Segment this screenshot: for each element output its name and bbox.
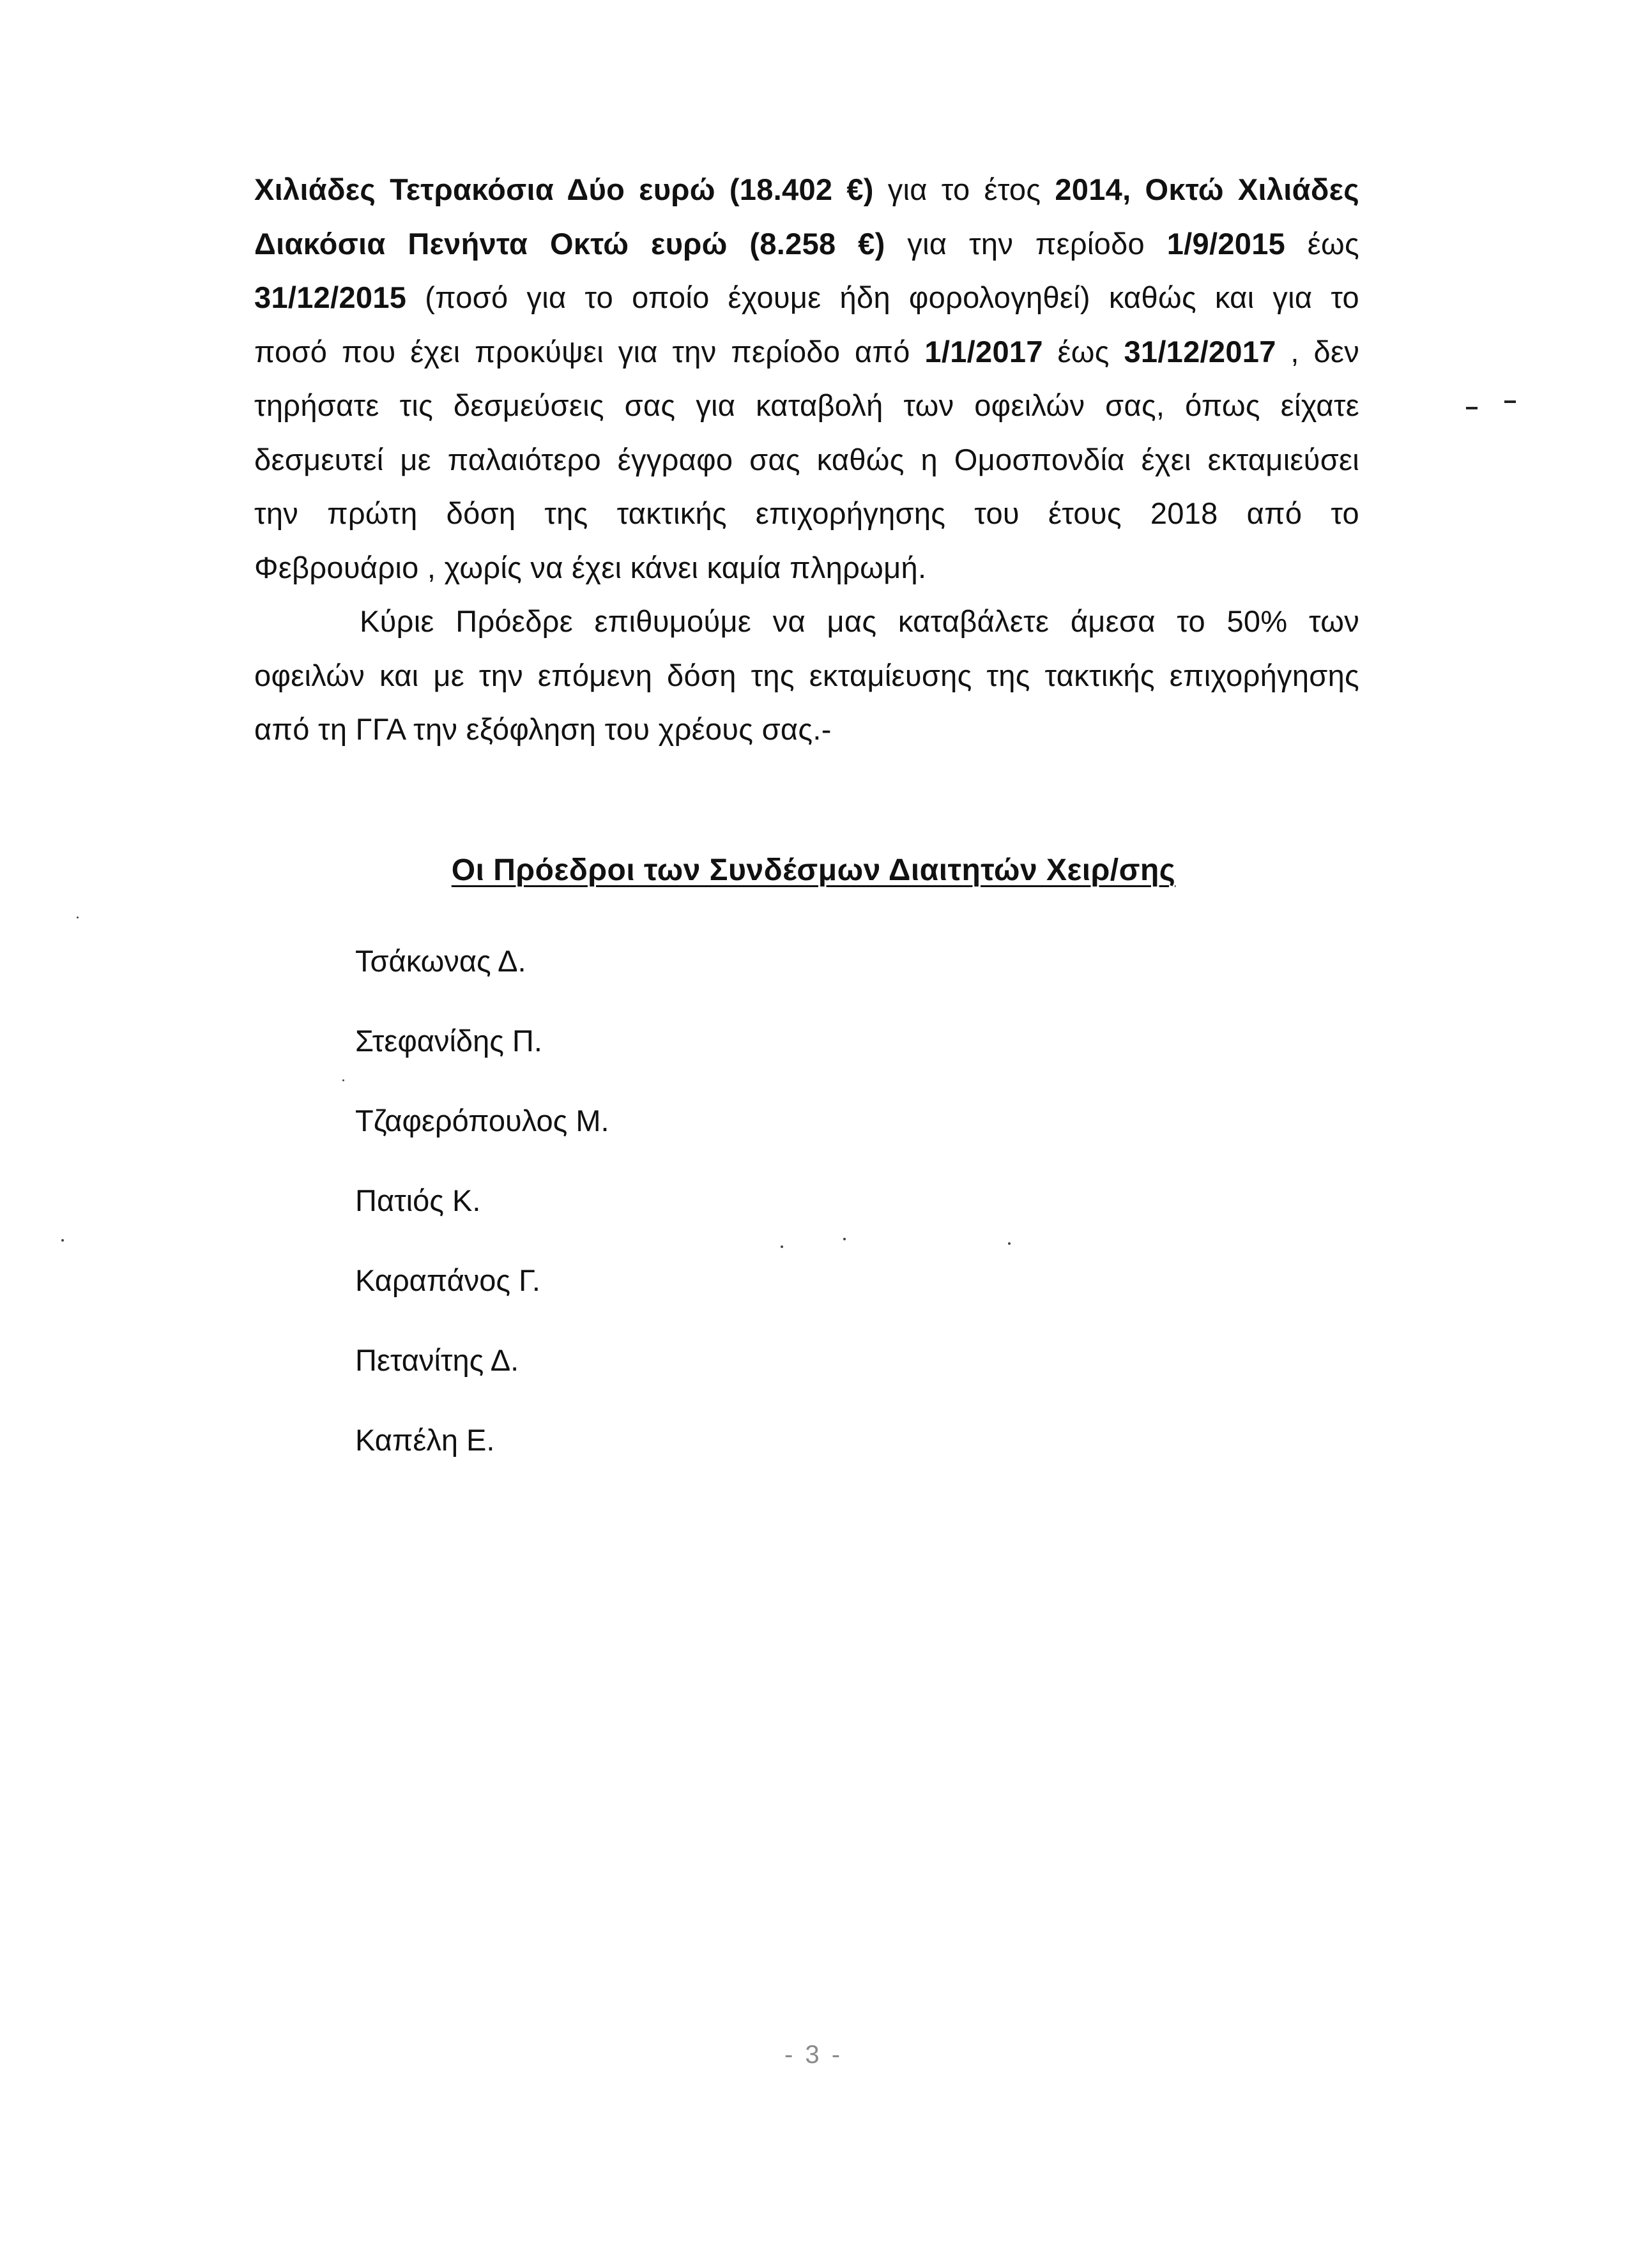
letter-body xyxy=(254,163,1359,757)
signatory-name: Καραπάνος Γ. xyxy=(355,1263,540,1297)
body-line-1: Χιλιάδες Τετρακόσια Δύο ευρώ (18.402 €) για το έτος 2014, Οκτώ Χιλιάδες xyxy=(254,172,1359,206)
body-line-6: δεσμευτεί με παλαιότερο έγγραφο σας καθώς η Ομοσπονδία έχει εκταμιεύσει xyxy=(254,442,1359,476)
scan-speck xyxy=(781,1245,783,1248)
page-number: - 3 - xyxy=(784,2041,843,2069)
body-line-8: Φεβρουάριο , χωρίς να έχει κάνει καμία πληρωμή. xyxy=(254,550,927,584)
scan-mark xyxy=(1466,407,1478,409)
body-line-3: 31/12/2015 (ποσό για το οποίο έχουμε ήδη φορολογηθεί) καθώς και για το xyxy=(254,280,1359,314)
signatories-list xyxy=(355,942,609,1501)
body-line-7: την πρώτη δόση της τακτικής επιχορήγησης του έτους 2018 από το xyxy=(254,496,1359,530)
signatory-name: Πατιός Κ. xyxy=(355,1183,481,1217)
scan-speck xyxy=(843,1238,846,1240)
body-line-2: Διακόσια Πενήντα Οκτώ ευρώ (8.258 €) για την περίοδο 1/9/2015 έως xyxy=(254,226,1360,261)
scan-speck xyxy=(342,1079,344,1081)
body-line-11: από τη ΓΓΑ την εξόφληση του χρέους σας.- xyxy=(254,712,832,746)
signatures-heading: Οι Πρόεδροι των Συνδέσμων Διαιτητών Χειρ/σης xyxy=(451,853,1176,887)
signatory-name: Τζαφερόπουλος Μ. xyxy=(355,1104,609,1138)
body-line-5: τηρήσατε τις δεσμεύσεις σας για καταβολή των οφειλών σας, όπως είχατε xyxy=(254,388,1359,422)
signatory-name: Πετανίτης Δ. xyxy=(355,1343,519,1377)
body-line-10: οφειλών και με την επόμενη δόση της εκταμίευσης της τακτικής επιχορήγησης xyxy=(254,658,1359,692)
scan-speck xyxy=(1008,1242,1011,1245)
scan-mark xyxy=(1504,400,1516,403)
signatory-name: Καπέλη Ε. xyxy=(355,1423,495,1457)
body-line-4: ποσό που έχει προκύψει για την περίοδο από 1/1/2017 έως 31/12/2017 , δεν xyxy=(254,334,1359,369)
scan-speck xyxy=(61,1239,64,1242)
signatory-name: Στεφανίδης Π. xyxy=(355,1024,542,1058)
signatory-name: Τσάκωνας Δ. xyxy=(355,944,526,978)
scan-speck xyxy=(77,917,79,918)
body-line-9: Κύριε Πρόεδρε επιθυμούμε να μας καταβάλετε άμεσα το 50% των xyxy=(360,604,1359,638)
